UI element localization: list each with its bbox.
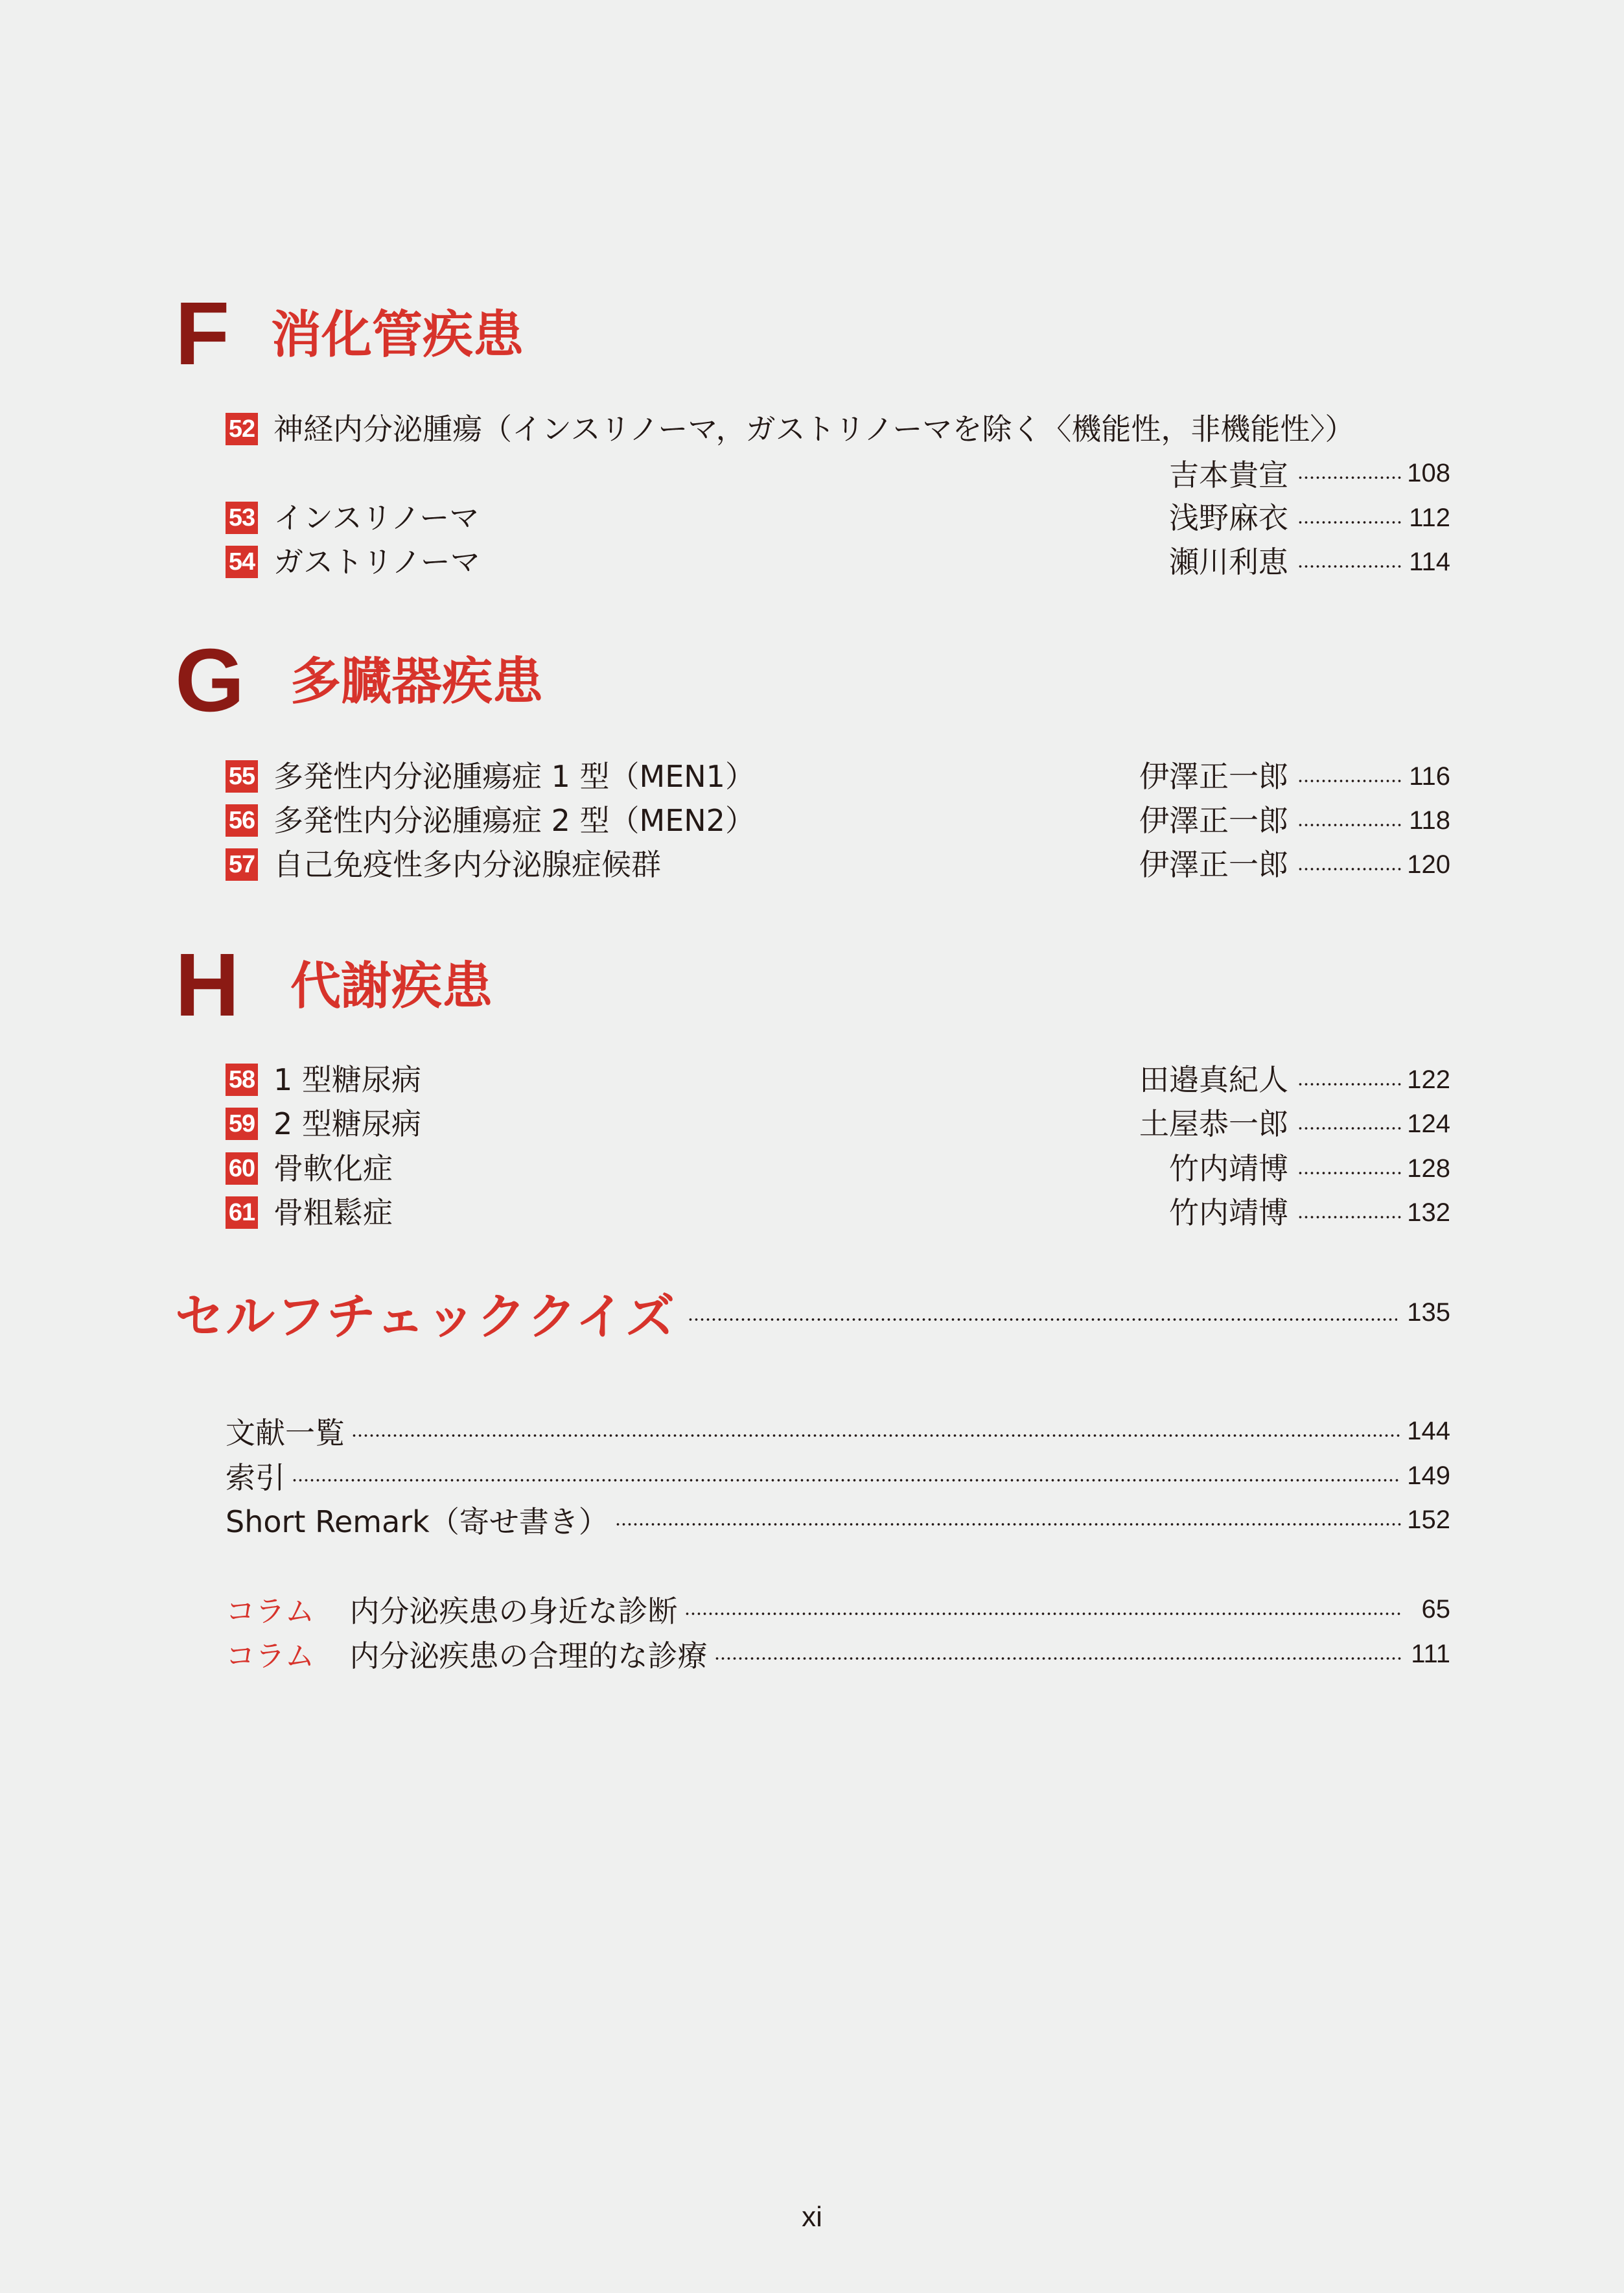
leader-dots (1297, 1215, 1401, 1219)
toc-entry-58[interactable] (226, 1058, 1450, 1102)
toc-entry-52[interactable] (226, 407, 1450, 451)
entry-title: 多発性内分泌腫瘍症 1 型（MEN1） (273, 759, 755, 794)
leader-dots (1297, 867, 1401, 871)
entry-page-number: 116 (1409, 762, 1450, 791)
entry-page-number: 135 (1407, 1298, 1450, 1327)
chapter-number-badge: 59 (226, 1108, 258, 1140)
entry-title: ガストリノーマ (273, 544, 480, 579)
entry-page-number: 152 (1407, 1505, 1450, 1534)
entry-title: 神経内分泌腫瘍（インスリノーマ，ガストリノーマを除く〈機能性，非機能性〉） (273, 412, 1355, 447)
toc-entry-selfcheck[interactable] (175, 1277, 1450, 1348)
chapter-number-badge: 52 (226, 413, 258, 445)
leader-dots (1297, 565, 1401, 568)
chapter-number-badge: 61 (226, 1196, 258, 1229)
toc-entry-54[interactable] (226, 540, 1450, 584)
entry-page-number: 120 (1407, 850, 1450, 879)
entry-page-number: 111 (1411, 1639, 1450, 1668)
column-tag: コラム (226, 1594, 315, 1629)
entry-author: 伊澤正一郎 (1139, 803, 1288, 838)
toc-entry-column-2[interactable] (226, 1632, 1450, 1676)
section-title: 消化管疾患 (271, 306, 524, 364)
toc-entry-61[interactable] (226, 1191, 1450, 1235)
chapter-number-badge: 56 (226, 804, 258, 837)
entry-page-number: 122 (1407, 1065, 1450, 1094)
toc-entry-56[interactable] (226, 798, 1450, 843)
leader-dots (684, 1612, 1401, 1616)
leader-dots (1297, 520, 1401, 524)
section-letter: F (175, 284, 230, 384)
entry-title: インスリノーマ (273, 500, 480, 535)
leader-dots (1297, 476, 1401, 480)
toc-entry-59[interactable] (226, 1102, 1450, 1146)
leader-dots (1297, 823, 1401, 827)
toc-entry-57[interactable] (226, 843, 1450, 887)
leader-dots (615, 1522, 1401, 1526)
entry-title: 2 型糖尿病 (273, 1106, 421, 1141)
section-title: 代謝疾患 (290, 957, 493, 1016)
entry-author: 伊澤正一郎 (1139, 847, 1288, 882)
entry-author: 土屋恭一郎 (1139, 1106, 1288, 1141)
entry-page-number: 149 (1407, 1461, 1450, 1490)
entry-title: Short Remark（寄せ書き） (226, 1504, 609, 1539)
entry-title: 骨粗鬆症 (273, 1195, 393, 1230)
leader-dots (688, 1318, 1397, 1321)
toc-entry-53[interactable] (226, 496, 1450, 540)
chapter-number-badge: 58 (226, 1064, 258, 1096)
entry-author: 浅野麻衣 (1169, 500, 1288, 535)
entry-page-number: 118 (1409, 806, 1450, 835)
toc-entry-references[interactable] (226, 1409, 1450, 1453)
leader-dots (1297, 779, 1401, 783)
entry-page-number: 114 (1409, 548, 1450, 576)
entry-title: 自己免疫性多内分泌腺症候群 (273, 847, 661, 882)
entry-page-number: 108 (1407, 458, 1450, 487)
column-tag: コラム (226, 1638, 315, 1673)
toc-entry-short-remark[interactable] (226, 1498, 1450, 1542)
entry-title: 内分泌疾患の身近な診断 (349, 1594, 678, 1629)
section-letter: G (175, 631, 245, 730)
toc-entry-index[interactable] (226, 1454, 1450, 1498)
entry-title: 1 型糖尿病 (273, 1062, 421, 1097)
entry-author: 竹内靖博 (1169, 1151, 1288, 1186)
leader-dots (1297, 1082, 1401, 1086)
leader-dots (351, 1434, 1401, 1437)
entry-author: 吉本貴宣 (1169, 458, 1288, 493)
entry-author: 竹内靖博 (1169, 1195, 1288, 1230)
toc-entry-52-author-line (226, 451, 1450, 495)
section-title: 多臓器疾患 (290, 653, 544, 711)
leader-dots (292, 1478, 1401, 1482)
entry-page-number: 65 (1421, 1594, 1450, 1624)
chapter-number-badge: 55 (226, 760, 258, 793)
entry-page-number: 112 (1409, 504, 1450, 532)
leader-dots (1297, 1171, 1401, 1175)
entry-title: 文献一覧 (226, 1415, 345, 1450)
entry-title: 骨軟化症 (273, 1151, 393, 1186)
section-letter: H (175, 935, 240, 1035)
selfcheck-title: セルフチェッククイズ (175, 1287, 677, 1345)
entry-page-number: 128 (1407, 1154, 1450, 1183)
page-folio: xi (802, 2201, 822, 2233)
chapter-number-badge: 54 (226, 546, 258, 578)
entry-title: 索引 (226, 1460, 285, 1495)
chapter-number-badge: 60 (226, 1152, 258, 1185)
chapter-number-badge: 53 (226, 502, 258, 534)
leader-dots (714, 1657, 1401, 1660)
toc-entry-55[interactable] (226, 754, 1450, 798)
entry-page-number: 132 (1407, 1198, 1450, 1227)
entry-page-number: 124 (1407, 1110, 1450, 1138)
entry-page-number: 144 (1407, 1416, 1450, 1445)
chapter-number-badge: 57 (226, 848, 258, 881)
entry-title: 多発性内分泌腫瘍症 2 型（MEN2） (273, 803, 755, 838)
leader-dots (1297, 1126, 1401, 1130)
entry-author: 瀬川利恵 (1169, 544, 1288, 579)
toc-entry-column-1[interactable] (226, 1587, 1450, 1631)
entry-author: 伊澤正一郎 (1139, 759, 1288, 794)
entry-author: 田邉真紀人 (1139, 1062, 1288, 1097)
toc-entry-60[interactable] (226, 1146, 1450, 1191)
entry-title: 内分泌疾患の合理的な診療 (349, 1638, 708, 1673)
